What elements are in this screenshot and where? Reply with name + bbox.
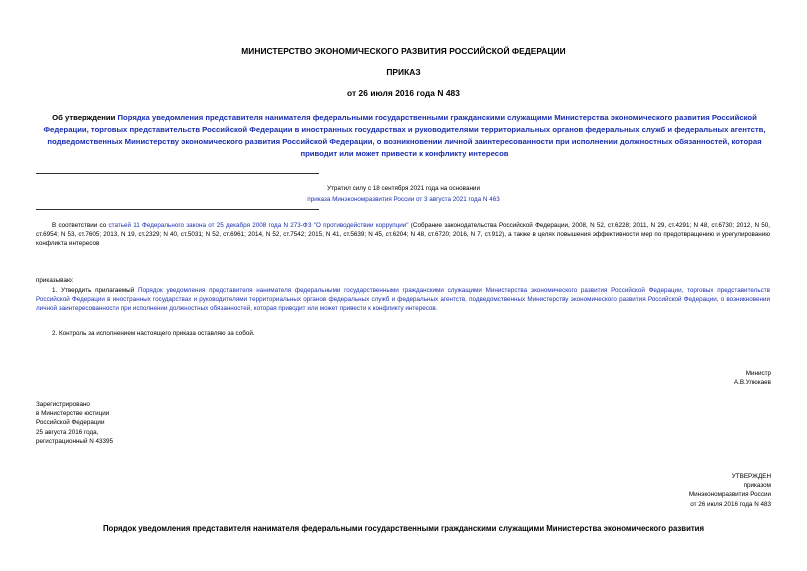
doc-date-number: от 26 июля 2016 года N 483 [347,88,460,98]
approved-line: Минэкономразвития России [688,491,771,499]
order-item-1 [36,286,770,314]
title-prefix: Об утверждении [52,113,118,122]
signature-name: А.В.Улюкаев [733,379,771,387]
doc-type-heading: ПРИКАЗ [386,67,421,77]
document-title [36,112,773,160]
item1-link[interactable]: Порядок уведомления представителя нанимателя федеральными государственными гражданскими служащими Министерства экономического развития Российской Федерации, торговых представительств Российской Федерации в иностранных государствах и руководителями территориальных органов федеральных служб и федеральных агентств, подведомственных Министерству экономического развития Российской Федерации, о возникновении личной заинтересованности при исполнении должностных обязанностей, которая приводит или может привести к конфликту интересов. [36,287,771,313]
signature-block [734,369,771,387]
registration-line: Российской Федерации [36,419,105,427]
ministry-heading: МИНИСТЕРСТВО ЭКОНОМИЧЕСКОГО РАЗВИТИЯ РОССИЙСКОЙ ФЕДЕРАЦИИ [241,46,566,56]
preamble-intro: В соответствии со [52,222,109,229]
preamble-law-link[interactable]: статьей 11 Федерального закона от 25 декабря 2008 года N 273-ФЗ "О противодействии коррупции" [108,222,409,229]
signature-position: Министр [745,370,771,377]
registration-line: Зарегистрировано [36,401,90,408]
annex-title: Порядок уведомления представителя нанимателя федеральными государственными гражданскими служащими Министерства экономического развития [102,524,705,533]
divider-top [36,173,319,174]
registration-line: 25 августа 2016 года, [36,428,99,436]
preamble-rest: (Собрание законодательства Российской Федерации, 2008, N 52, ст.6228; 2011, N 29, ст.4291; N 48, ст.6730; 2012, N 50, ст.6954; N 53, ст.7605; 2013, N 19, ст.2329; N 40, ст.5031; N 52, ст.6961; 2014, N 52, ст.7542; 2015, N 41, ст.5639; N 45, ст.6204; N 48, ст.6720; 2016, N 7, ст.912), а также в целях повышения эффективности мер по предотвращению и урегулированию конфликта интересов [36,222,771,248]
preamble-paragraph [36,221,770,249]
divider-bottom [36,209,319,210]
approved-line: УТВЕРЖДЕН [731,473,771,480]
title-link[interactable]: Порядка уведомления представителя нанимателя федеральными государственными гражданскими служащими Министерства экономического развития Российской Федерации, торговых представительств Российской Федерации в иностранных государствах и руководителями территориальных органов федеральных служб и федеральных агентств, подведомственных Министерству экономического развития Российской Федерации, о возникновении личной заинтересованности при исполнении должностных обязанностей, которая приводит или может привести к конфликту интересов [43,113,766,158]
registration-block [36,400,113,446]
item1-prefix: 1. Утвердить прилагаемый [52,287,138,294]
approved-line: приказом [743,482,771,490]
status-note-line: Утратил силу с 18 сентября 2021 года на основании [327,185,480,192]
registration-line: регистрационный N 43395 [36,437,114,445]
status-note-link[interactable]: приказа Минэкономразвития России от 3 августа 2021 года N 463 [307,195,500,203]
approved-block [689,472,771,509]
status-note [0,184,807,205]
registration-line: в Министерстве юстиции [36,410,110,418]
approved-line: от 26 июля 2016 года N 483 [690,500,771,508]
order-word: приказываю: [36,277,74,284]
order-item-2: 2. Контроль за исполнением настоящего приказа оставляю за собой. [52,330,255,337]
